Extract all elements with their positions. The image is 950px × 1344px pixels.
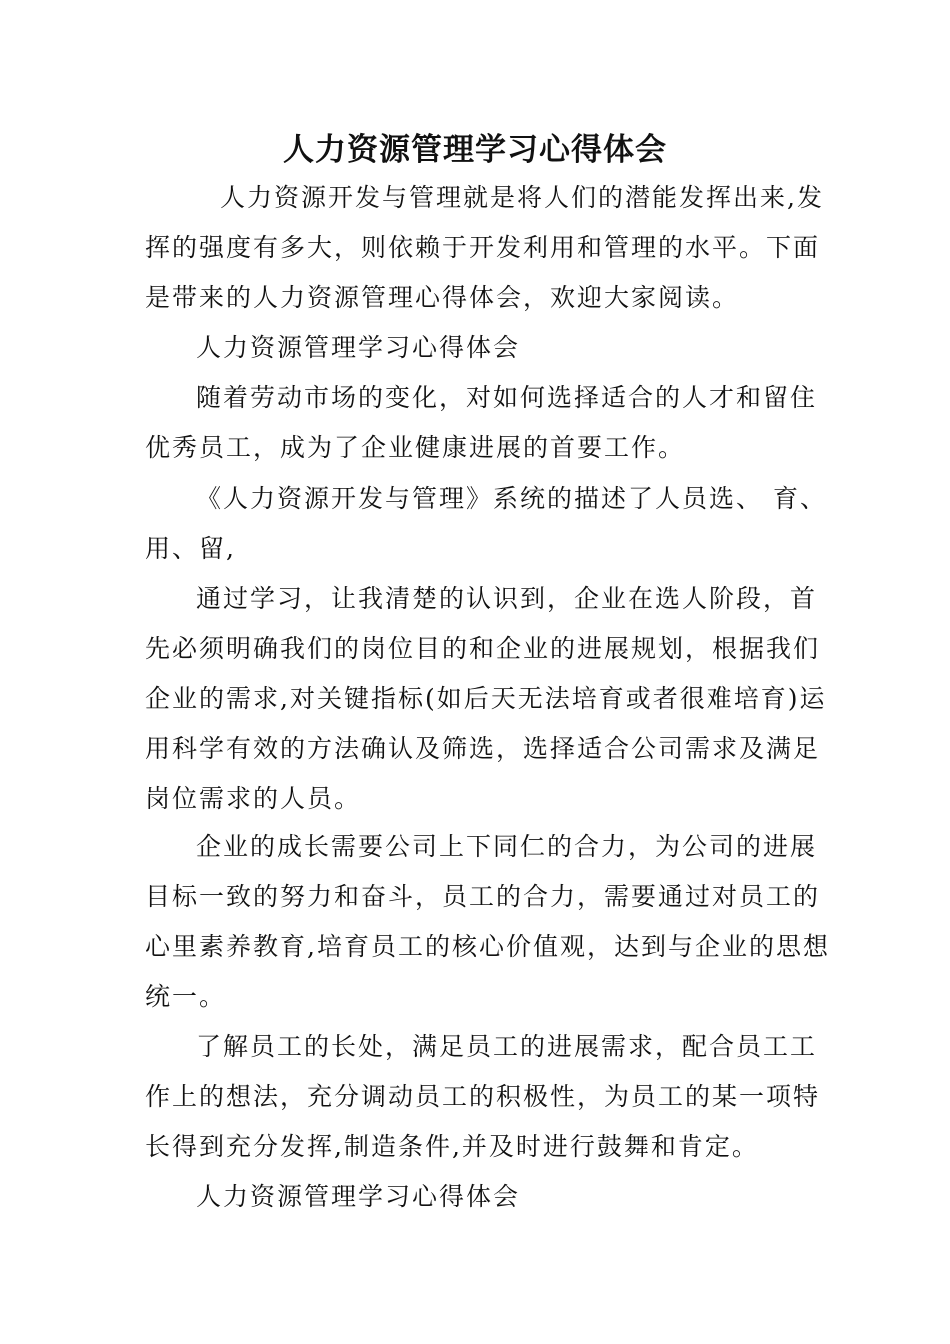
paragraph-line: 优秀员工，成为了企业健康进展的首要工作。	[145, 433, 686, 462]
paragraph-line: 人力资源开发与管理就是将人们的潜能发挥出来,发	[220, 183, 824, 212]
section-heading: 人力资源管理学习心得体会	[196, 333, 521, 362]
paragraph-line: 企业的需求,对关键指标(如后天无法培育或者很难培育)运	[145, 684, 827, 713]
paragraph-line: 长得到充分发挥,制造条件,并及时进行鼓舞和肯定。	[145, 1132, 759, 1161]
paragraph-line: 是带来的人力资源管理心得体会，欢迎大家阅读。	[145, 283, 740, 312]
paragraph-line: 用科学有效的方法确认及筛选，选择适合公司需求及满足	[145, 734, 821, 763]
paragraph-line: 随着劳动市场的变化，对如何选择适合的人才和留住	[196, 383, 818, 412]
paragraph-line: 目标一致的努力和奋斗，员工的合力，需要通过对员工的	[145, 882, 821, 911]
paragraph-line: 先必须明确我们的岗位目的和企业的进展规划，根据我们	[145, 634, 821, 663]
paragraph-line: 挥的强度有多大，则依赖于开发利用和管理的水平。下面	[145, 233, 821, 262]
paragraph-line: 心里素养教育,培育员工的核心价值观，达到与企业的思想	[145, 932, 830, 961]
paragraph-line: 统一。	[145, 982, 227, 1011]
paragraph-line: 《人力资源开发与管理》系统的描述了人员选、 育、	[196, 484, 827, 513]
paragraph-line: 了解员工的长处，满足员工的进展需求，配合员工工	[196, 1032, 818, 1061]
section-heading: 人力资源管理学习心得体会	[196, 1182, 521, 1211]
paragraph-line: 岗位需求的人员。	[145, 784, 362, 813]
paragraph-line: 作上的想法，充分调动员工的积极性，为员工的某一项特	[145, 1082, 821, 1111]
paragraph-line: 用、留,	[145, 534, 236, 563]
document-title: 人力资源管理学习心得体会	[283, 132, 667, 168]
paragraph-line: 企业的成长需要公司上下同仁的合力，为公司的进展	[196, 832, 818, 861]
paragraph-line: 通过学习，让我清楚的认识到，企业在选人阶段，首	[196, 584, 818, 613]
